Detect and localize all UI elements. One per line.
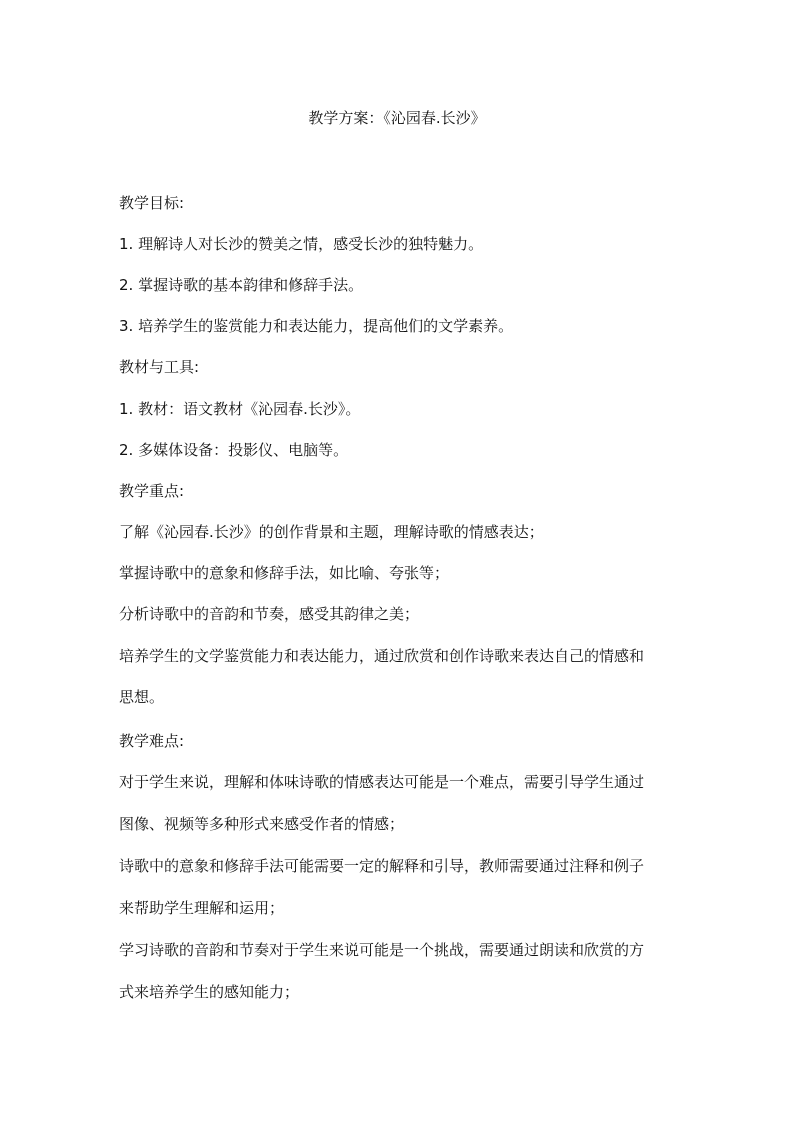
difficulty-line-6: 式来培养学生的感知能力； [119, 983, 300, 1001]
difficulty-line-2: 图像、视频等多种形式来感受作者的情感； [119, 815, 405, 833]
difficulties-heading: 教学难点: [119, 732, 185, 750]
key-point-line-3: 分析诗歌中的音韵和节奏，感受其韵律之美； [119, 605, 420, 623]
difficulty-line-1: 对于学生来说，理解和体味诗歌的情感表达可能是一个难点，需要引导学生通过 [119, 773, 645, 791]
difficulty-line-5: 学习诗歌的音韵和节奏对于学生来说可能是一个挑战，需要通过朗读和欣赏的方 [119, 941, 645, 959]
objective-item-2: 2. 掌握诗歌的基本韵律和修辞手法。 [119, 276, 364, 294]
objective-item-3: 3. 培养学生的鉴赏能力和表达能力，提高他们的文学素养。 [119, 317, 514, 335]
objective-item-1: 1. 理解诗人对长沙的赞美之情，感受长沙的独特魅力。 [119, 235, 484, 253]
key-point-line-5: 思想。 [119, 688, 165, 706]
objectives-heading: 教学目标: [119, 194, 185, 212]
key-point-line-1: 了解《沁园春.长沙》的创作背景和主题，理解诗歌的情感表达； [119, 523, 544, 541]
key-point-line-4: 培养学生的文学鉴赏能力和表达能力，通过欣赏和创作诗歌来表达自己的情感和 [119, 647, 645, 665]
material-item-1: 1. 教材：语文教材《沁园春.长沙》。 [119, 400, 361, 418]
materials-heading: 教材与工具: [119, 358, 200, 376]
material-item-2: 2. 多媒体设备：投影仪、电脑等。 [119, 441, 349, 459]
key-points-heading: 教学重点: [119, 482, 185, 500]
difficulty-line-3: 诗歌中的意象和修辞手法可能需要一定的解释和引导，教师需要通过注释和例子 [119, 857, 645, 875]
difficulty-line-4: 来帮助学生理解和运用； [119, 899, 285, 917]
key-point-line-2: 掌握诗歌中的意象和修辞手法，如比喻、夸张等； [119, 564, 450, 582]
document-title: 教学方案：《沁园春.长沙》 [308, 109, 486, 127]
